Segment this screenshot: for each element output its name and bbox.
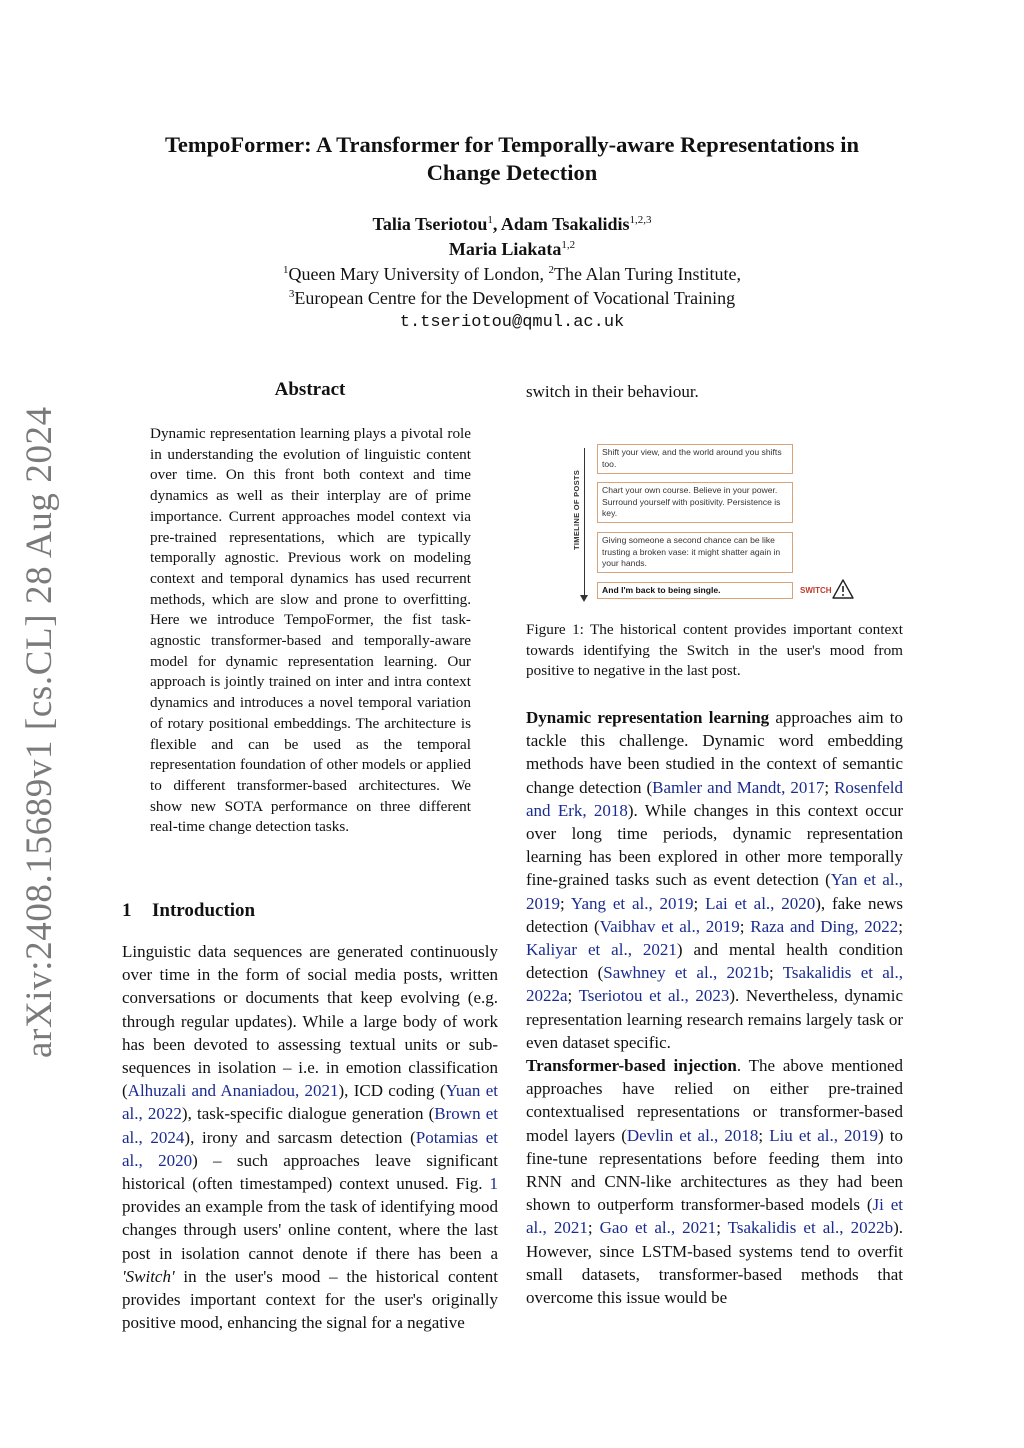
citation-link[interactable]: Brown et al., 2024 [122,1104,498,1147]
citation-link[interactable]: Lai et al., 2020 [705,893,816,913]
paragraph-heading: Transformer-based injection [526,1056,737,1076]
citation-link[interactable]: Alhuzali and Ananiadou, 2021 [127,1081,339,1101]
section-heading-introduction [122,900,255,922]
title-line-2: Change Detection [426,160,598,185]
citation-link[interactable]: Potamias et al., 2020 [122,1127,498,1170]
post-card: Chart your own course. Believe in your power. Surround yourself with positivity. Persistence is key. [597,482,793,523]
switch-term: 'Switch' [122,1266,175,1286]
author-name: Adam Tsakalidis [500,214,630,234]
post-card-last: And I'm back to being single. [597,582,793,599]
author-affiliation-mark: 1,2 [561,239,576,251]
citation-link[interactable]: Yuan et al., 2022 [122,1081,498,1124]
intro-continuation-text: switch in their behaviour. [526,382,699,401]
citation-link[interactable]: Raza and Ding, 2022 [750,916,899,936]
paragraph-heading: Dynamic representation learning [526,708,770,727]
figure-reference-link[interactable]: 1 [489,1174,498,1194]
affiliation-line-1: $^1$Queen Mary University of London, $^2$The Alan Turing Institute, [283,264,741,284]
citation-link[interactable]: Gao et al., 2021 [599,1218,717,1238]
citation-link[interactable]: Tseriotou et al., 2023 [578,986,730,1006]
author-email[interactable]: t.tseriotou@qmul.ac.uk [399,313,625,332]
author-name: Talia Tseriotou [372,214,488,234]
author-affiliation-mark: 1 [487,214,493,226]
author-line-1: Talia Tseriotou$^1$, Adam Tsakalidis$^{1,2,3}$ [372,214,652,234]
citation-link[interactable]: Yang et al., 2019 [570,893,694,913]
section-title: Introduction [152,900,256,921]
citation-link[interactable]: Kaliyar et al., 2021 [526,940,677,960]
affiliation-line-2: $^3$European Centre for the Development of Vocational Training [288,288,736,308]
intro-continuation [526,380,903,426]
citation-link[interactable]: Liu et al., 2019 [769,1125,879,1145]
post-card: Shift your view, and the world around you shifts too. [597,444,793,474]
switch-label: SWITCH [800,586,832,595]
intro-paragraph: Linguistic data sequences are generated continuously over time in the form of social media posts, written conversations or documents that keep evolving (e.g. through regular updates). While a large body of work has been devoted to assessing textual units or sub-sequences in isolation – i.e. in emotion classification (Alhuzali and Ananiadou, 2021), ICD coding (Yuan et al., 2022), task-specific dialogue generation (Brown et al., 2024), irony and sarcasm detection (Potamias et al., 2020) – such approaches leave significant historical (often timestamped) context unused. Fig. 1 provides an example from the task of identifying mood changes through users' online content, where the last post in isolation cannot denote if there has been a 'Switch' in the user's mood – the historical content provides important context for the user's originally positive mood, enhancing the signal for a negative [122,942,498,1333]
section-number: 1 [122,900,132,921]
related-work-paragraphs: Dynamic representation learning approaches aim to tackle this challenge. Dynamic word embedding methods have been studied in the context of semantic change detection (Bamler and Mandt, 2017; Rosenfeld and Erk, 2018). While changes in this context occur over long time periods, dynamic representation learning has been explored in other more temporally fine-grained tasks such as event detection (Yan et al., 2019; Yang et al., 2019; Lai et al., 2020), fake news detection (Vaibhav et al., 2019; Raza and Ding, 2022; Kaliyar et al., 2021) and mental health condition detection (Sawhney et al., 2021b; Tsakalidis et al., 2022a; Tseriotou et al., 2023). Nevertheless, dynamic representation learning research remains largely task or even dataset specific. Transformer-based injection. The above mentioned approaches have relied on either pre-trained contextualised representations or transformer-based model layers (Devlin et al., 2018; Liu et al., 2019) to fine-tune representations before feeding them into RNN and CNN-like architectures as they had been shown to outperform transformer-based models (Ji et al., 2021; Gao et al., 2021; Tsakalidis et al., 2022b). However, since LSTM-based systems tend to overfit small datasets, transformer-based methods that overcome this issue would be [526,708,904,1308]
citation-link[interactable]: Ji et al., 2021 [526,1195,904,1238]
figure-1 [560,440,880,600]
author-name: Maria Liakata [448,239,562,259]
figure-1-caption: Figure 1: The historical content provides important context towards identifying the Switch in the user's mood from positive to negative in the last post. [526,621,903,680]
timeline-axis-label: TIMELINE OF POSTS [572,469,581,550]
citation-link[interactable]: Bamler and Mandt, 2017 [652,777,825,797]
citation-link[interactable]: Rosenfeld and Erk, 2018 [526,777,903,820]
arxiv-stamp: arXiv:2408.15689v1 [cs.CL] 28 Aug 2024 [19,406,60,1058]
citation-link[interactable]: Vaibhav et al., 2019 [599,916,740,936]
abstract-heading: Abstract [274,379,346,400]
author-affiliation-mark: 1,2,3 [629,214,652,226]
citation-link[interactable]: Sawhney et al., 2021b [603,963,769,983]
citation-link[interactable]: Tsakalidis et al., 2022b [727,1218,894,1238]
warning-triangle-icon [832,579,854,599]
author-line-2 [0,237,1024,261]
citation-link[interactable]: Devlin et al., 2018 [626,1125,759,1145]
post-card: Giving someone a second chance can be like trusting a broken vase: it might shatter again in your hands. [597,532,793,573]
timeline-arrow-icon [580,595,588,602]
title-line-1: TempoFormer: A Transformer for Temporally-aware Representations in [164,132,860,157]
paper-title [110,131,914,187]
abstract-text: Dynamic representation learning plays a pivotal role in understanding the evolution of linguistic content over time. On this front both context and time dynamics as well as their interplay are of prime importance. Current approaches model context via pre-trained representations, which are typically temporally agnostic. Previous work on modeling context and temporal dynamics has used recurrent methods, which are slow and prone to overfitting. Here we introduce TempoFormer, the fist task-agnostic transformer-based and temporally-aware model for dynamic representation learning. Our approach is jointly trained on inter and intra context dynamics and introduces a novel temporal variation of rotary positional embeddings. The architecture is flexible and can be used as the temporal representation foundation of other models or applied to different transformer-based architectures. We show new SOTA performance on three different real-time change detection tasks. [150,425,471,836]
citation-link[interactable]: Tsakalidis et al., 2022a [526,963,904,1006]
timeline-axis [584,448,585,600]
citation-link[interactable]: Yan et al., 2019 [526,870,903,913]
